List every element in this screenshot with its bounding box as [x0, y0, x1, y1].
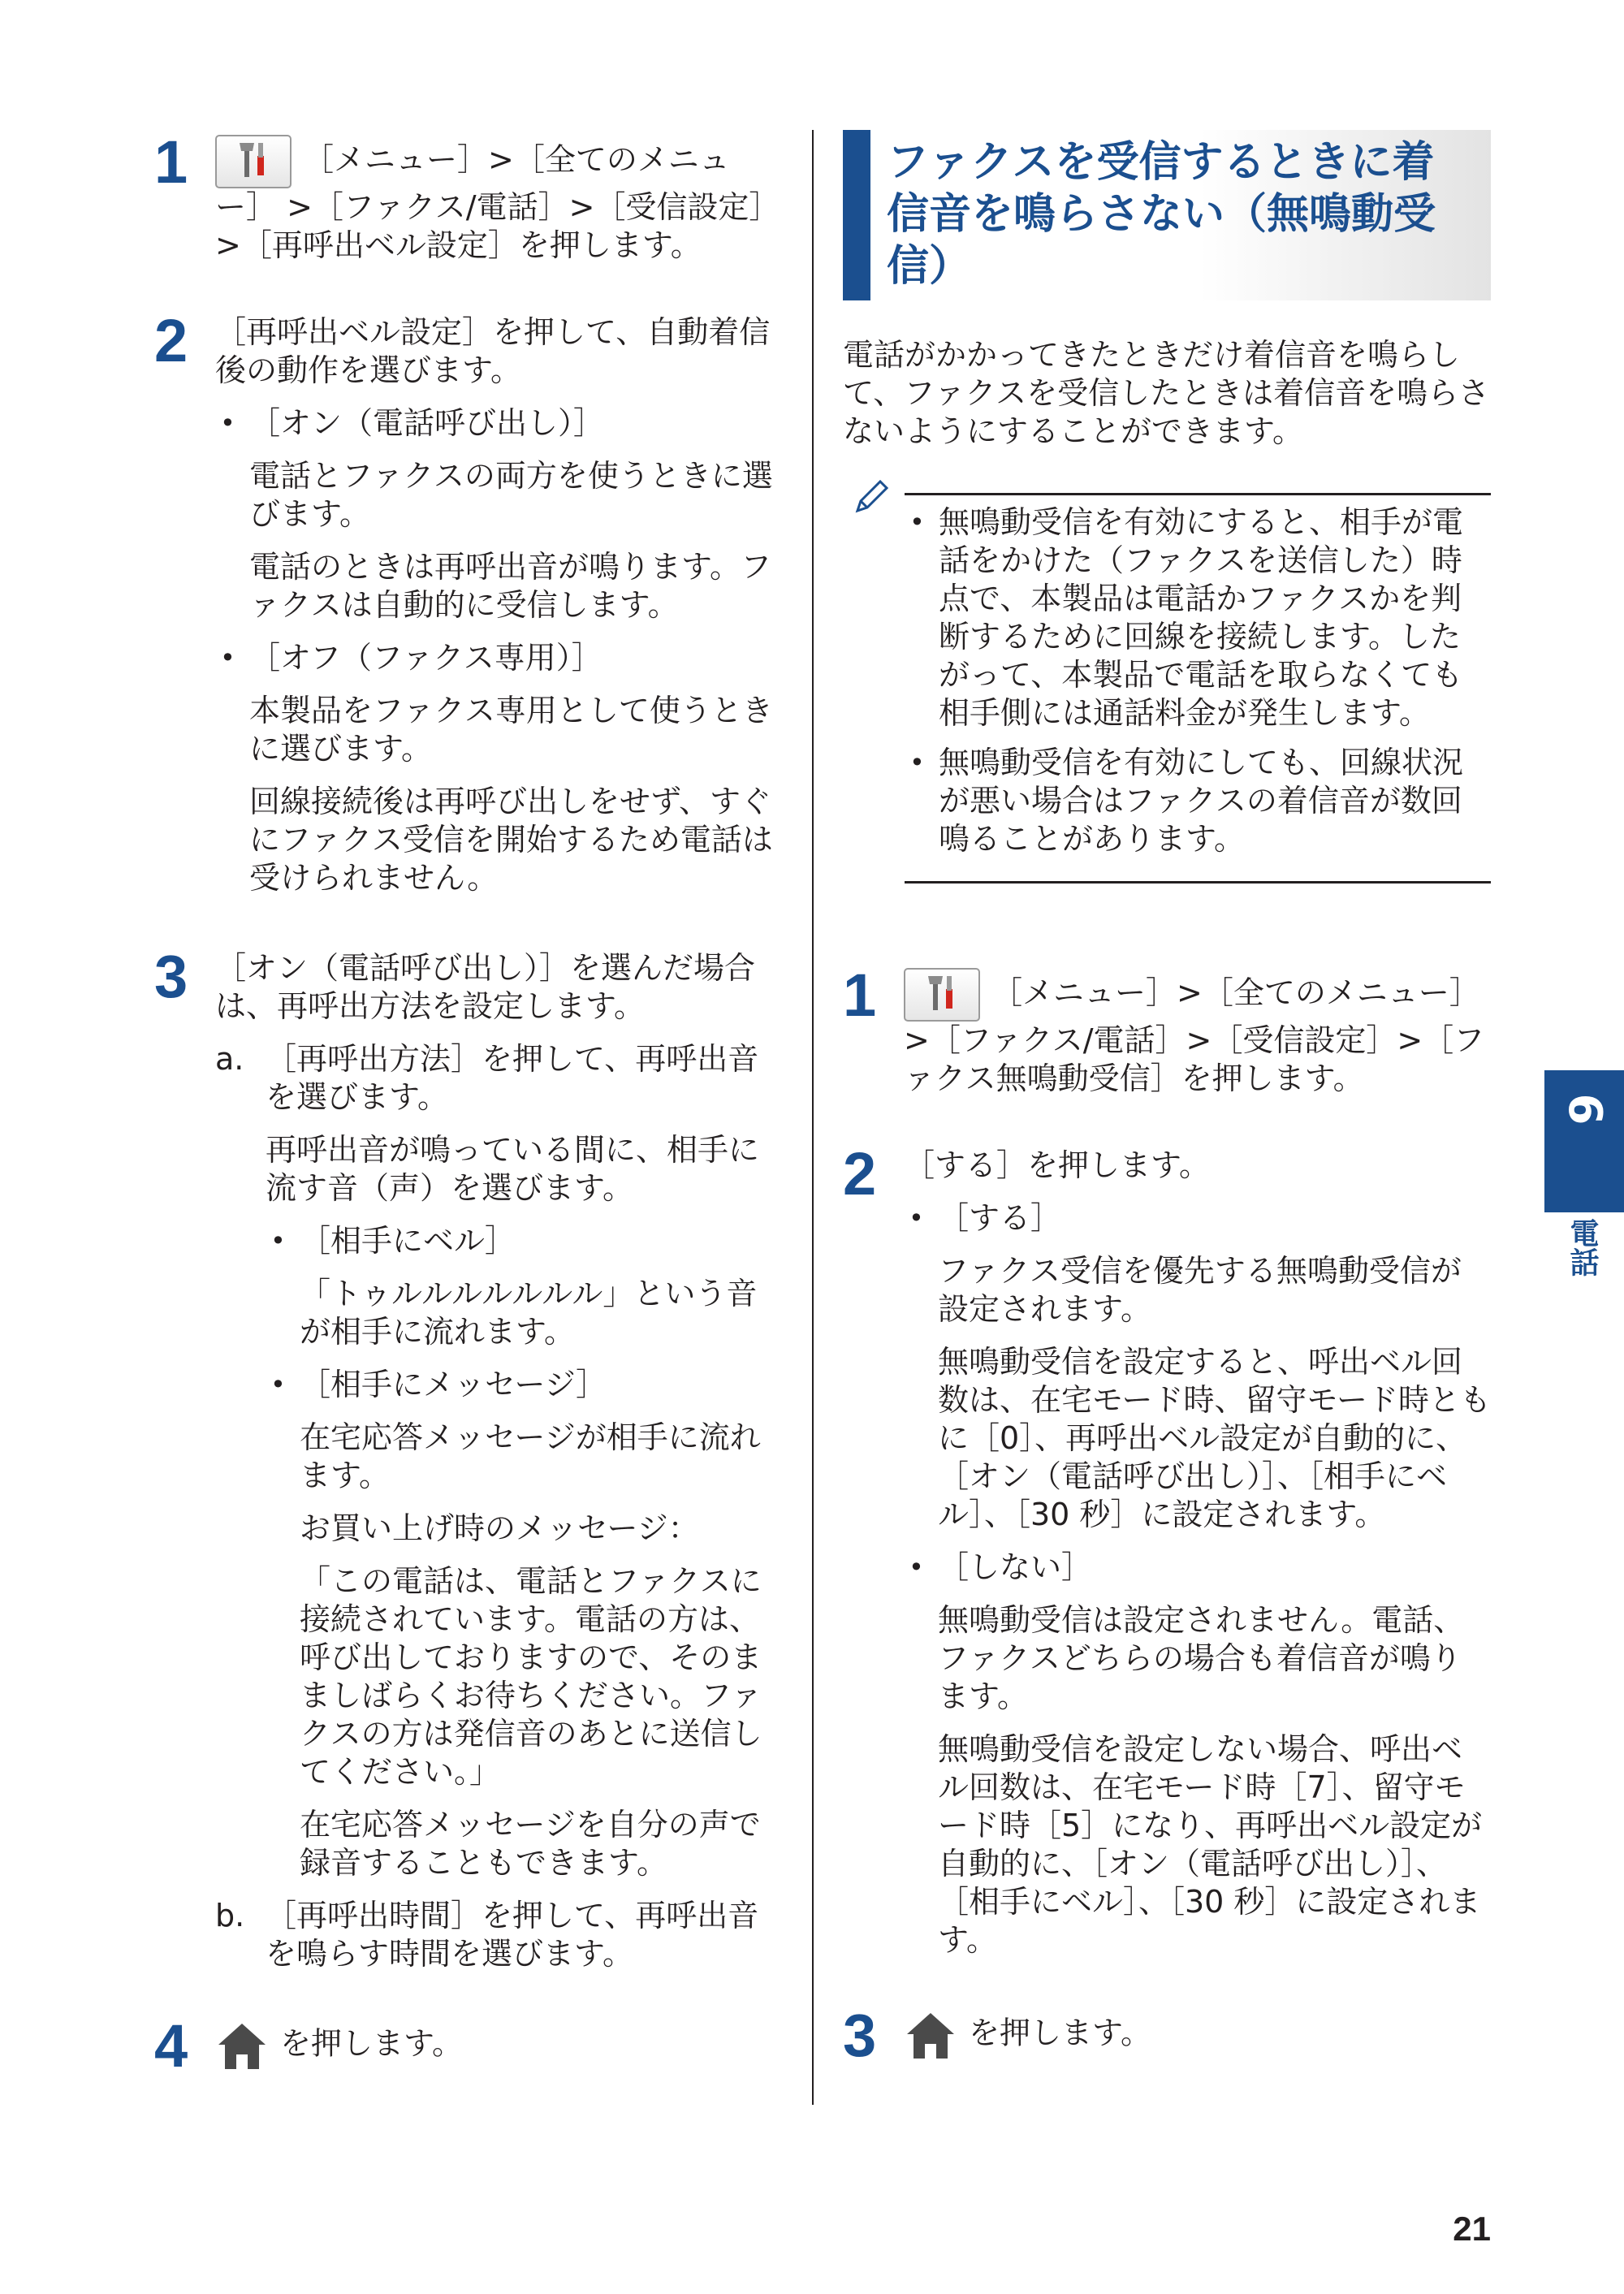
option-label: • ［オン（電話呼び出し）］ — [249, 405, 605, 441]
option-label: • ［相手にメッセージ］ — [300, 1367, 607, 1402]
option-desc: 在宅応答メッセージを自分の声で録音することもできます。 — [300, 1807, 761, 1881]
chapter-number: 6 — [1558, 1093, 1611, 1125]
page-number: 21 — [1453, 2210, 1491, 2248]
option-item — [904, 1199, 1491, 1534]
step-number: 2 — [843, 1140, 877, 1207]
step-number: 3 — [843, 2002, 877, 2069]
left-step-1 — [154, 128, 784, 265]
step-number: 4 — [154, 2012, 188, 2080]
substep-b — [215, 1897, 784, 1973]
option-desc: 本製品をファクス専用として使うときに選びます。 — [249, 693, 773, 767]
note-item: • 無鳴動受信を有効にすると、相手が電話をかけた（ファクスを送信した）時点で、本製品は電話かファクスかを判断するために回線を接続します。したがって、本製品で電話を取らなくても相手側には通話料金が発生します。 — [905, 503, 1491, 732]
option-desc: 無鳴動受信を設定しない場合、呼出ベル回数は、在宅モード時［7］、留守モード時［5］になり、再呼出ベル設定が自動的に、［オン（電話呼び出し）］、［相手にベル］、［30 秒］に設定されます。 — [938, 1731, 1483, 1958]
option-item — [266, 1366, 784, 1882]
section-heading: ファクスを受信するときに着信音を鳴らさない（無鳴動受信） — [843, 130, 1491, 300]
option-desc: 在宅応答メッセージが相手に流れます。 — [300, 1419, 761, 1493]
option-item — [266, 1222, 784, 1351]
option-desc: 電話のときは再呼出音が鳴ります。ファクスは自動的に受信します。 — [249, 549, 771, 623]
option-desc: 電話とファクスの両方を使うときに選びます。 — [249, 458, 773, 532]
substep-text: ［再呼出時間］を押して、再呼出音を鳴らす時間を選びます。 — [266, 1898, 759, 1972]
step-1-text: ［メニュー］>［全てのメニュー］ >［ファクス/電話］>［受信設定］>［ファクス無鳴動受信］を押します。 — [904, 974, 1485, 1096]
column-divider — [812, 130, 814, 2105]
option-item — [215, 404, 784, 624]
tools-settings-icon — [215, 135, 292, 188]
option-label: • ［しない］ — [938, 1549, 1093, 1585]
tools-settings-icon — [904, 968, 980, 1022]
home-icon — [215, 2019, 269, 2072]
chapter-tab — [1544, 1070, 1624, 1212]
option-desc: 「この電話は、電話とファクスに接続されています。電話の方は、呼び出しておりますので、そのまましばらくお待ちください。ファクスの方は発信音のあとに送信してください。」 — [300, 1563, 762, 1790]
option-item — [215, 639, 784, 897]
option-desc: 無鳴動受信は設定されません。電話、ファクスどちらの場合も着信音が鳴ります。 — [938, 1602, 1465, 1714]
option-desc: 回線接続後は再呼び出しをせず、すぐにファクス受信を開始するため電話は受けられません。 — [249, 784, 773, 896]
option-desc: 「トゥルルルルルルル」という音が相手に流れます。 — [300, 1276, 758, 1350]
step-number: 1 — [843, 961, 877, 1029]
pencil-note-icon — [851, 477, 892, 526]
home-icon — [904, 2008, 957, 2062]
chapter-label: 電話 — [1566, 1218, 1599, 1277]
left-step-3 — [154, 943, 784, 1973]
step-1-text: ［メニュー］>［全てのメニュー］ >［ファクス/電話］>［受信設定］>［再呼出ベル設定］を押します。 — [215, 141, 780, 263]
note-item: • 無鳴動受信を有効にしても、回線状況が悪い場合はファクスの着信音が数回鳴ることがあります。 — [905, 744, 1491, 858]
option-label: • ［する］ — [938, 1200, 1062, 1236]
option-item — [904, 1549, 1491, 1959]
option-desc: ファクス受信を優先する無鳴動受信が設定されます。 — [938, 1253, 1462, 1327]
step-3-text: ［オン（電話呼び出し）］を選んだ場合は、再呼出方法を設定します。 — [215, 950, 756, 1024]
option-desc: お買い上げ時のメッセージ： — [300, 1510, 699, 1546]
step-2-text: ［する］を押します。 — [904, 1147, 1210, 1183]
left-column — [154, 130, 784, 2087]
substep-label: b. — [215, 1898, 245, 1933]
substep-label: a. — [215, 1041, 244, 1077]
step-3-text: を押します。 — [969, 2015, 1151, 2051]
right-step-2 — [843, 1140, 1491, 1959]
substep-a — [215, 1040, 784, 1882]
step-number: 2 — [154, 307, 188, 374]
right-step-1 — [843, 961, 1491, 1098]
step-number: 3 — [154, 943, 188, 1010]
option-label: • ［オフ（ファクス専用）］ — [249, 640, 603, 676]
option-label: • ［相手にベル］ — [300, 1223, 516, 1259]
left-step-2 — [154, 307, 784, 897]
right-step-3 — [843, 2002, 1491, 2069]
substep-text: ［再呼出方法］を押して、再呼出音を選びます。 — [266, 1041, 759, 1115]
step-4-text: を押します。 — [280, 2025, 463, 2062]
right-column — [843, 130, 1491, 2076]
step-number: 1 — [154, 128, 188, 196]
left-step-4 — [154, 2012, 784, 2080]
note-box — [843, 493, 1491, 883]
substep-desc: 再呼出音が鳴っている間に、相手に流す音（声）を選びます。 — [266, 1132, 760, 1206]
step-2-text: ［再呼出ベル設定］を押して、自動着信後の動作を選びます。 — [215, 314, 771, 388]
section-intro: 電話がかかってきたときだけ着信音を鳴らして、ファクスを受信したときは着信音を鳴らさないようにすることができます。 — [843, 337, 1490, 449]
option-desc: 無鳴動受信を設定すると、呼出ベル回数は、在宅モード時、留守モード時ともに［0］、再呼出ベル設定が自動的に、［オン（電話呼び出し）］、［相手にベル］、［30 秒］に設定されます。 — [938, 1344, 1491, 1532]
